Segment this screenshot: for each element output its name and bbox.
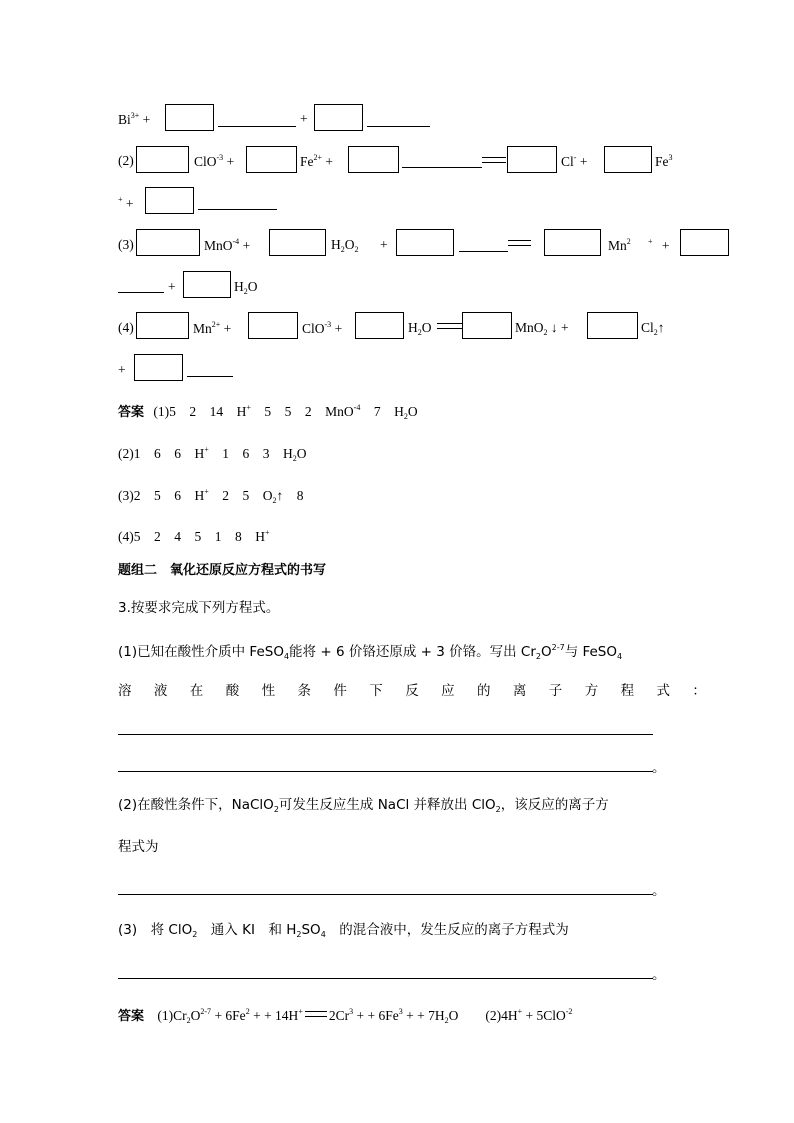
question-part-3 (118, 924, 569, 939)
clo-formula: ClO (194, 154, 217, 169)
question-text: (1)已知在酸性介质中 FeSO (118, 644, 284, 660)
fe-charge-continued: + (118, 195, 123, 204)
mn-charge-plus: + (648, 237, 653, 246)
eq2-continuation (118, 196, 134, 211)
subscript: 2 (543, 328, 548, 337)
eq3-number: (3) (118, 237, 134, 252)
charge: + (265, 528, 270, 537)
plus-sign: + (168, 279, 176, 294)
plus-sign: + (125, 196, 134, 211)
reaction-equals-sign (305, 1011, 327, 1017)
answer-text: ↑ 8 (276, 488, 304, 503)
question-text: (3) 将 ClO (118, 922, 193, 938)
question-text: SO (301, 922, 321, 938)
eq4-h2o (408, 321, 432, 337)
question-intro: 3.按要求完成下列方程式。 (118, 600, 280, 616)
answer-text: 2Cr (328, 1008, 350, 1023)
answer-text: (3)2 5 6 H (118, 488, 205, 503)
bi-symbol: Bi (118, 112, 131, 127)
fe-symbol: Fe (300, 154, 314, 169)
question-text: O (540, 644, 552, 660)
question-text: 的混合液中，发生反应的离子方程式为 (325, 922, 569, 938)
eq4-cl2 (641, 321, 665, 337)
charge: 2-7 (551, 643, 565, 652)
mno-formula: MnO (204, 238, 233, 253)
plus-sign: + (242, 238, 251, 253)
answer-text: (1)Cr (157, 1008, 187, 1023)
answer-line[interactable] (118, 771, 653, 772)
o-symbol: O (344, 237, 355, 252)
answer-label: 答案 (118, 1009, 145, 1024)
subscript: 2 (192, 930, 198, 939)
mno-charge: -4 (232, 237, 240, 246)
charge: + (246, 403, 251, 412)
answer-blank[interactable] (198, 209, 277, 210)
answer-blank[interactable] (367, 126, 430, 127)
answer-text: O (190, 1008, 201, 1023)
h-symbol: H (408, 320, 418, 335)
subscript: 2 (243, 287, 248, 296)
charge: -2 (565, 1007, 573, 1016)
question-text: 与 FeSO (564, 644, 618, 660)
answer-text: (1)5 2 14 H (153, 404, 247, 419)
answer-text: (2)1 6 6 H (118, 446, 205, 461)
subscript: 2 (495, 805, 501, 814)
mno-formula: MnO (515, 320, 544, 335)
period: 。 (652, 760, 666, 776)
clo-formula: ClO (302, 321, 325, 336)
subscript: 2 (417, 328, 422, 337)
eq4-mno2 (515, 321, 569, 337)
plus-sign: + (223, 321, 232, 336)
mn-symbol: Mn (608, 238, 627, 253)
coefficient-box[interactable] (587, 312, 638, 339)
eq1-bi (118, 112, 150, 127)
question-part-1-line2: 溶液在酸性条件下反应的离子方程式： (118, 683, 729, 699)
answer-text: 1 6 3 H (208, 446, 293, 461)
coefficient-box[interactable] (136, 229, 200, 256)
question-text: (2)在酸性条件下，NaClO (118, 797, 274, 813)
coefficient-box[interactable] (246, 146, 297, 173)
answer-blank[interactable] (402, 167, 482, 168)
subscript: 4 (320, 930, 326, 939)
eq2-clo (194, 154, 234, 169)
coefficient-box[interactable] (355, 312, 404, 339)
question-text: ，该反应的离子方 (500, 797, 609, 813)
answer-text: O (407, 404, 418, 419)
eq4-clo (302, 321, 342, 336)
subscript: 4 (283, 652, 290, 661)
plus-sign: + (661, 238, 670, 253)
answer-text: + (406, 1008, 414, 1023)
bi-charge: 3+ (130, 111, 140, 120)
coefficient-box[interactable] (136, 146, 189, 173)
question-text: 可发生反应生成 NaCl 并释放出 ClO (278, 797, 496, 813)
fe-symbol: Fe (655, 154, 669, 169)
eq4-number: (4) (118, 320, 134, 335)
mn-symbol: Mn (193, 321, 212, 336)
o-symbol: O (247, 279, 258, 294)
question-part-1 (118, 644, 622, 661)
charge: + (204, 445, 209, 454)
reaction-equals-sign (437, 323, 462, 329)
answer-line[interactable] (118, 978, 653, 979)
coefficient-box[interactable] (136, 312, 189, 339)
plus-sign: + (300, 111, 308, 126)
answer-text: + 6Fe (211, 1008, 246, 1023)
eq4-mn (193, 321, 231, 336)
answer-text: + (253, 1008, 261, 1023)
o-symbol: O (421, 320, 432, 335)
reaction-equals-sign (482, 157, 506, 163)
answer-text: O (2)4H (448, 1008, 518, 1023)
coefficient-box[interactable] (462, 312, 512, 339)
charge: 2 (245, 1007, 250, 1016)
period: 。 (652, 967, 666, 983)
answer-text: + 5ClO (522, 1008, 566, 1023)
answer-line-final (118, 1008, 572, 1025)
coefficient-box[interactable] (183, 271, 231, 298)
eq3-h2o2 (331, 238, 359, 254)
answer-blank[interactable] (118, 292, 164, 293)
answer-line-1 (118, 404, 418, 421)
charge: 3 (349, 1007, 354, 1016)
coefficient-box[interactable] (165, 104, 214, 131)
subscript: 2 (403, 412, 408, 421)
coefficient-box[interactable] (248, 312, 298, 339)
plus-sign: + (561, 320, 569, 335)
cl-symbol: Cl (641, 320, 654, 335)
subscript: 2 (535, 652, 541, 661)
answer-line-4 (118, 529, 270, 544)
charge: 3 (398, 1007, 403, 1016)
clo-charge: -3 (324, 320, 332, 329)
question-text: 通入 KI 和 H (197, 922, 297, 938)
subscript: 2 (444, 1016, 449, 1025)
eq2-fe (300, 154, 333, 169)
subscript: 2 (273, 805, 279, 814)
answer-text: + 6Fe (364, 1008, 399, 1023)
eq2-cl (561, 154, 587, 169)
question-part-2-line2: 程式为 (118, 839, 159, 855)
subscript: 2 (340, 245, 345, 254)
answer-blank[interactable] (187, 376, 233, 377)
section-heading: 题组二 氧化还原反应方程式的书写 (118, 563, 327, 578)
answer-text: + 14H (260, 1008, 299, 1023)
eq2-fe3 (655, 154, 673, 169)
subscript: 2 (292, 454, 297, 463)
plus-sign: + (579, 154, 588, 169)
charge: 2-7 (200, 1007, 212, 1016)
coefficient-box[interactable] (348, 146, 399, 173)
precipitate-arrow-icon: ↓ (550, 320, 558, 335)
answer-line-2 (118, 446, 307, 463)
coefficient-box[interactable] (145, 187, 194, 214)
charge: + (517, 1007, 523, 1016)
charge: -4 (353, 403, 361, 412)
plus-sign: + (334, 321, 343, 336)
coefficient-box[interactable] (544, 229, 601, 256)
subscript: 2 (653, 328, 658, 337)
subscript: 2 (186, 1016, 191, 1025)
reaction-equals-sign (508, 240, 531, 246)
coefficient-box[interactable] (604, 146, 652, 173)
answer-text: 2 5 O (208, 488, 273, 503)
period: 。 (652, 883, 666, 899)
coefficient-box[interactable] (396, 229, 454, 256)
eq3-mn-charge-plus (648, 238, 670, 253)
answer-text: + (356, 1008, 365, 1023)
eq2-number: (2) (118, 153, 134, 168)
answer-text: 5 5 2 MnO (250, 404, 354, 419)
answer-text: + 7H (413, 1008, 445, 1023)
plus-sign: + (325, 154, 334, 169)
eq3-mn (608, 238, 631, 253)
answer-text: 7 H (360, 404, 404, 419)
eq3-mno (204, 238, 250, 253)
coefficient-box[interactable] (314, 104, 363, 131)
mn-charge: 2+ (211, 320, 221, 329)
question-text: 能将 + 6 价铬还原成 + 3 价铬。写出 Cr (289, 644, 536, 660)
charge: + (204, 487, 209, 496)
coefficient-box[interactable] (680, 229, 729, 256)
answer-text: O (296, 446, 307, 461)
cl-symbol: Cl (561, 154, 574, 169)
subscript: 2 (354, 245, 359, 254)
answer-line[interactable] (118, 894, 653, 895)
answer-blank[interactable] (218, 126, 296, 127)
answer-label: 答案 (118, 405, 145, 420)
cl-charge: - (573, 153, 577, 162)
fe-charge: 2+ (313, 153, 323, 162)
h-symbol: H (331, 237, 341, 252)
answer-line[interactable] (118, 734, 653, 735)
subscript: 4 (617, 652, 623, 661)
answer-text: (4)5 2 4 5 1 8 H (118, 529, 265, 544)
clo-charge: -3 (216, 153, 224, 162)
charge: + (298, 1007, 303, 1016)
answer-line-3 (118, 488, 304, 505)
answer-blank[interactable] (459, 251, 508, 252)
subscript: 2 (296, 930, 302, 939)
mn-charge: 2 (626, 237, 631, 246)
gas-arrow-icon: ↑ (657, 320, 665, 335)
fe-charge: 3 (668, 153, 673, 162)
subscript: 2 (272, 496, 277, 505)
h-symbol: H (234, 279, 244, 294)
coefficient-box[interactable] (269, 229, 326, 256)
question-part-2 (118, 799, 609, 814)
coefficient-box[interactable] (134, 354, 183, 381)
eq3-h2o (234, 280, 258, 296)
plus-sign: + (142, 112, 151, 127)
coefficient-box[interactable] (507, 146, 557, 173)
plus-sign: + (226, 154, 235, 169)
plus-sign: + (118, 362, 126, 377)
plus-sign: + (380, 237, 388, 252)
